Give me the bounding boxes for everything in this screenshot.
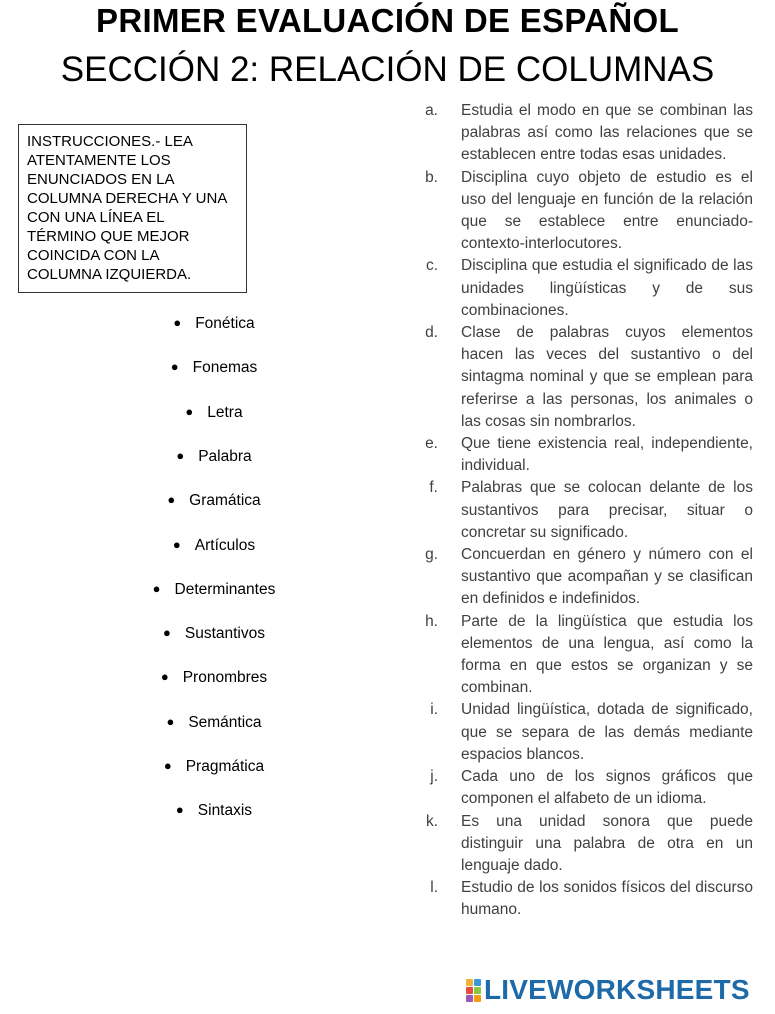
logo-square — [474, 995, 481, 1002]
definition-text: Palabras que se colocan delante de los sustantivos para precisar, situar o concretar su significado. — [461, 479, 753, 541]
logo-mark-icon — [466, 979, 481, 1002]
term-item[interactable] — [0, 492, 429, 510]
logo-square — [466, 995, 473, 1002]
term-label: Letra — [207, 403, 243, 421]
definition-letter: h. — [425, 612, 438, 630]
instructions-box: INSTRUCCIONES.- LEA ATENTAMENTE LOS ENUNCIADOS EN LA COLUMNA DERECHA Y UNA CON UNA LÍNEA EL TÉRMINO QUE MEJOR COINCIDA CON LA COLUMNA IZQUIERDA. — [18, 124, 247, 293]
definition-letter: g. — [425, 546, 438, 564]
page-subtitle: SECCIÓN 2: RELACIÓN DE COLUMNAS — [60, 50, 715, 89]
term-item[interactable] — [0, 581, 429, 599]
definition-item[interactable] — [420, 611, 753, 700]
term-item[interactable] — [0, 714, 429, 732]
term-item[interactable] — [0, 802, 429, 820]
term-item[interactable] — [0, 404, 429, 422]
term-item[interactable] — [0, 758, 429, 776]
definition-item[interactable] — [420, 477, 753, 544]
definition-item[interactable] — [420, 255, 753, 322]
definition-text: Parte de la lingüística que estudia los elementos de una lengua, así como la forma en que estos se organizan y se combinan. — [461, 612, 753, 697]
logo-square — [474, 987, 481, 994]
definition-item[interactable] — [420, 322, 753, 433]
definition-item[interactable] — [420, 433, 753, 477]
term-label: Determinantes — [174, 580, 276, 598]
bullet-icon: ● — [170, 359, 179, 375]
term-item[interactable] — [0, 359, 429, 377]
term-label: Palabra — [198, 447, 252, 465]
term-item[interactable] — [0, 537, 429, 555]
definition-text: Que tiene existencia real, independiente, individual. — [461, 435, 753, 475]
page-title: PRIMER EVALUACIÓN DE ESPAÑOL — [96, 2, 679, 39]
definition-text: Cada uno de los signos gráficos que componen el alfabeto de un idioma. — [461, 768, 753, 808]
definition-letter: e. — [425, 435, 438, 453]
bullet-icon: ● — [160, 669, 169, 685]
definition-text: Unidad lingüística, dotada de significado, que se separa de las demás mediante espacios blancos. — [461, 701, 753, 763]
term-label: Fonética — [195, 315, 255, 332]
definition-item[interactable] — [420, 100, 753, 167]
definition-letter: j. — [430, 768, 438, 786]
term-label: Fonemas — [192, 359, 258, 377]
term-item[interactable] — [0, 315, 429, 333]
definition-item[interactable] — [420, 544, 753, 611]
term-label: Sintaxis — [197, 802, 253, 820]
term-label: Pronombres — [182, 669, 268, 687]
definition-text: Estudia el modo en que se combinan las palabras así como las relaciones que se establecen entre todas esas unidades. — [461, 102, 753, 164]
definition-letter: c. — [425, 257, 438, 275]
definition-text: Estudio de los sonidos físicos del discurso humano. — [461, 879, 753, 919]
definition-letter: d. — [425, 324, 438, 342]
definition-letter: l. — [430, 879, 438, 897]
bullet-icon: ● — [167, 492, 176, 508]
logo-square — [466, 987, 473, 994]
definition-letter: i. — [430, 701, 438, 719]
term-item[interactable] — [0, 625, 429, 643]
definition-item[interactable] — [420, 766, 753, 810]
bullet-icon: ● — [163, 625, 171, 641]
definition-item[interactable] — [420, 877, 753, 921]
bullet-icon: ● — [176, 447, 185, 463]
term-label: Pragmática — [185, 758, 265, 775]
definition-letter: b. — [425, 168, 438, 186]
liveworksheets-logo — [466, 975, 750, 1005]
definitions-column — [420, 100, 753, 922]
definition-letter: k. — [425, 812, 438, 830]
bullet-icon: ● — [166, 713, 175, 729]
bullet-icon: ● — [163, 758, 172, 773]
definition-item[interactable] — [420, 167, 753, 256]
bullet-icon: ● — [152, 580, 161, 596]
definition-text: Disciplina cuyo objeto de estudio es el uso del lenguaje en función de la relación que se establece entre enunciado-contexto-interlocutores. — [461, 168, 753, 253]
term-label: Gramática — [189, 492, 261, 510]
definition-text: Es una unidad sonora que puede distinguir una palabra de otra en un lenguaje dado. — [461, 812, 753, 874]
bullet-icon: ● — [175, 802, 184, 818]
definition-text: Concuerdan en género y número con el sustantivo que acompañan y se clasifican en definidos e indefinidos. — [461, 546, 753, 608]
term-label: Semántica — [188, 713, 262, 731]
definition-letter: a. — [425, 102, 438, 119]
bullet-icon: ● — [185, 403, 194, 419]
term-label: Artículos — [194, 536, 256, 554]
bullet-icon: ● — [172, 536, 181, 552]
logo-square — [474, 979, 481, 986]
logo-text: LIVEWORKSHEETS — [484, 974, 750, 1005]
bullet-icon: ● — [173, 315, 182, 330]
definition-item[interactable] — [420, 699, 753, 766]
term-item[interactable] — [0, 669, 429, 687]
term-label: Sustantivos — [184, 625, 265, 643]
logo-square — [466, 979, 473, 986]
definition-text: Clase de palabras cuyos elementos hacen las veces del sustantivo o del sintagma nominal y que se emplean para referirse a las personas, los animales o las cosas sin nombrarlos. — [461, 324, 753, 430]
definition-text: Disciplina que estudia el significado de las unidades lingüísticas y de sus combinaciones. — [461, 257, 753, 319]
definition-letter: f. — [429, 479, 438, 497]
term-item[interactable] — [0, 448, 429, 466]
definition-item[interactable] — [420, 811, 753, 878]
